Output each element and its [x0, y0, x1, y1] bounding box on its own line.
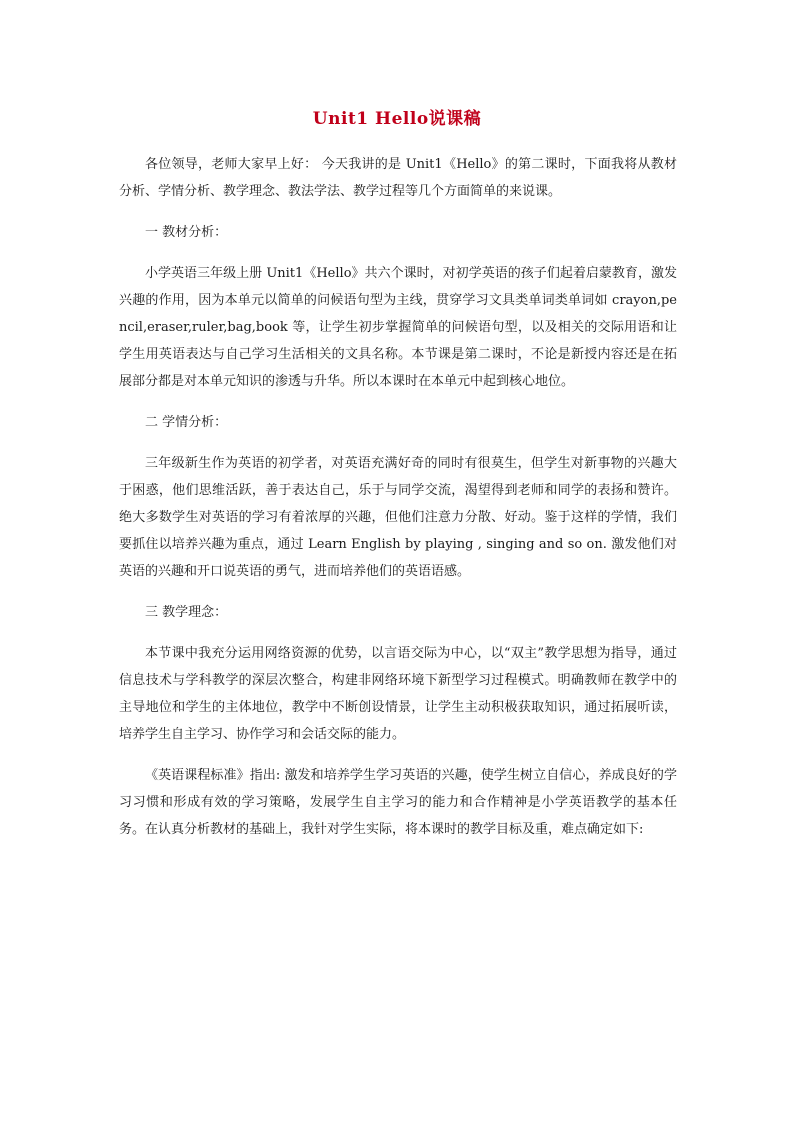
- teaching-philosophy-paragraph: 本节课中我充分运用网络资源的优势，以言语交际为中心，以“双主”教学思想为指导，通过信息技术与学科教学的深层次整合，构建非网络环境下新型学习过程模式。明确教师在教学中的主导地位和学生的主体地位，教学中不断创设情景，让学生主动积极获取知识，通过拓展听读，培养学生自主学习、协作学习和会话交际的能力。: [119, 646, 677, 742]
- intro-paragraph: 各位领导，老师大家早上好： 今天我讲的是 Unit1《Hello》的第二课时，下面我将从教材分析、学情分析、教学理念、教法学法、教学过程等几个方面简单的来说课。: [119, 157, 677, 199]
- curriculum-standard-paragraph: 《英语课程标准》指出: 激发和培养学生学习英语的兴趣，使学生树立自信心，养成良好的学习习惯和形成有效的学习策略，发展学生自主学习的能力和合作精神是小学英语教学的基本任务。在认真分析教材的基础上，我针对学生实际，将本课时的教学目标及重，难点确定如下:: [119, 768, 677, 837]
- section-heading-student-analysis: 二 学情分析：: [145, 415, 228, 430]
- student-analysis-paragraph: 三年级新生作为英语的初学者，对英语充满好奇的同时有很莫生，但学生对新事物的兴趣大于困惑，他们思维活跃，善于表达自己，乐于与同学交流，渴望得到老师和同学的表扬和赞许。绝大多数学生对英语的学习有着浓厚的兴趣，但他们注意力分散、好动。鉴于这样的学情，我们要抓住以培养兴趣为重点，通过 Learn English by playing , singing and so on. 激发他们对英语的兴趣和开口说英语的勇气，进而培养他们的英语语感。: [119, 456, 677, 579]
- textbook-analysis-paragraph: 小学英语三年级上册 Unit1《Hello》共六个课时，对初学英语的孩子们起着启蒙教育，激发兴趣的作用，因为本单元以简单的问候语句型为主线，贯穿学习文具类单词类单词如 crayon,pencil,eraser,ruler,bag,book 等，让学生初步掌握简单的问候语句型，以及相关的交际用语和让学生用英语表达与自己学习生活相关的文具名称。本节课是第二课时，不论是新授内容还是在拓展部分都是对本单元知识的渗透与升华。所以本课时在本单元中起到核心地位。: [119, 266, 677, 389]
- document-body: [119, 151, 677, 857]
- section-heading-textbook-analysis: 一 教材分析：: [145, 225, 228, 240]
- document-title: Unit1 Hello说课稿: [312, 109, 482, 129]
- section-heading-teaching-philosophy: 三 教学理念：: [145, 605, 228, 620]
